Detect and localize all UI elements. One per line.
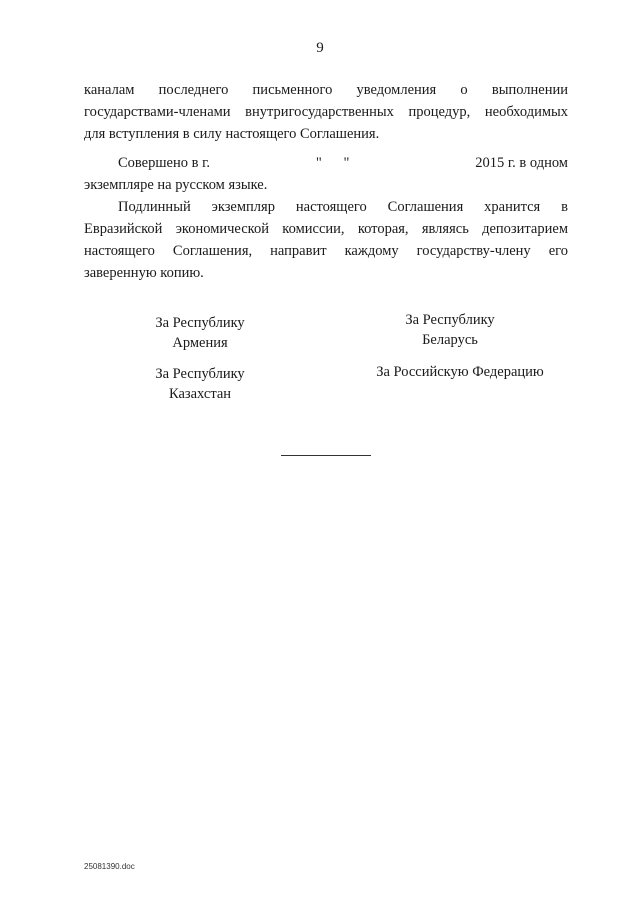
date-line [84,152,568,174]
end-divider [281,455,371,456]
done-at-text: Совершено в г. [118,155,211,171]
signature-line: Казахстан [168,386,232,402]
signature-block-russia [340,362,580,382]
signature-line: Армения [172,335,228,351]
paragraph-line: каналам последнего письменного уведомления о выполнении [84,82,568,98]
signature-line: За Республику [155,366,245,382]
paragraph-line: экземпляре на русском языке. [84,177,268,193]
paragraph-line: Евразийской экономической комиссии, которая, являясь депозитарием [84,221,568,237]
signature-block-belarus [380,310,520,350]
paragraph-line: настоящего Соглашения, направит каждому государству-члену его [84,243,568,259]
execution-paragraph [84,152,568,284]
paragraph-line: Подлинный экземпляр настоящего Соглашения хранится в [118,199,568,215]
signature-line: За Республику [155,315,245,331]
document-code: 25081390.doc [84,862,135,871]
paragraph-line: государствами-членами внутригосударственных процедур, необходимых [84,104,568,120]
signature-line: Беларусь [422,332,478,348]
year-text: 2015 г. в одном [475,155,568,171]
date-quotes: " " [315,155,350,171]
signature-line: За Республику [405,312,495,328]
paragraph-line: для вступления в силу настоящего Соглашения. [84,126,380,142]
signature-line: За Российскую Федерацию [376,364,544,380]
closing-paragraph [84,79,568,145]
signature-block-kazakhstan [130,364,270,404]
paragraph-line: заверенную копию. [84,265,204,281]
signature-block-armenia [130,313,270,353]
page-number: 9 [316,40,324,56]
